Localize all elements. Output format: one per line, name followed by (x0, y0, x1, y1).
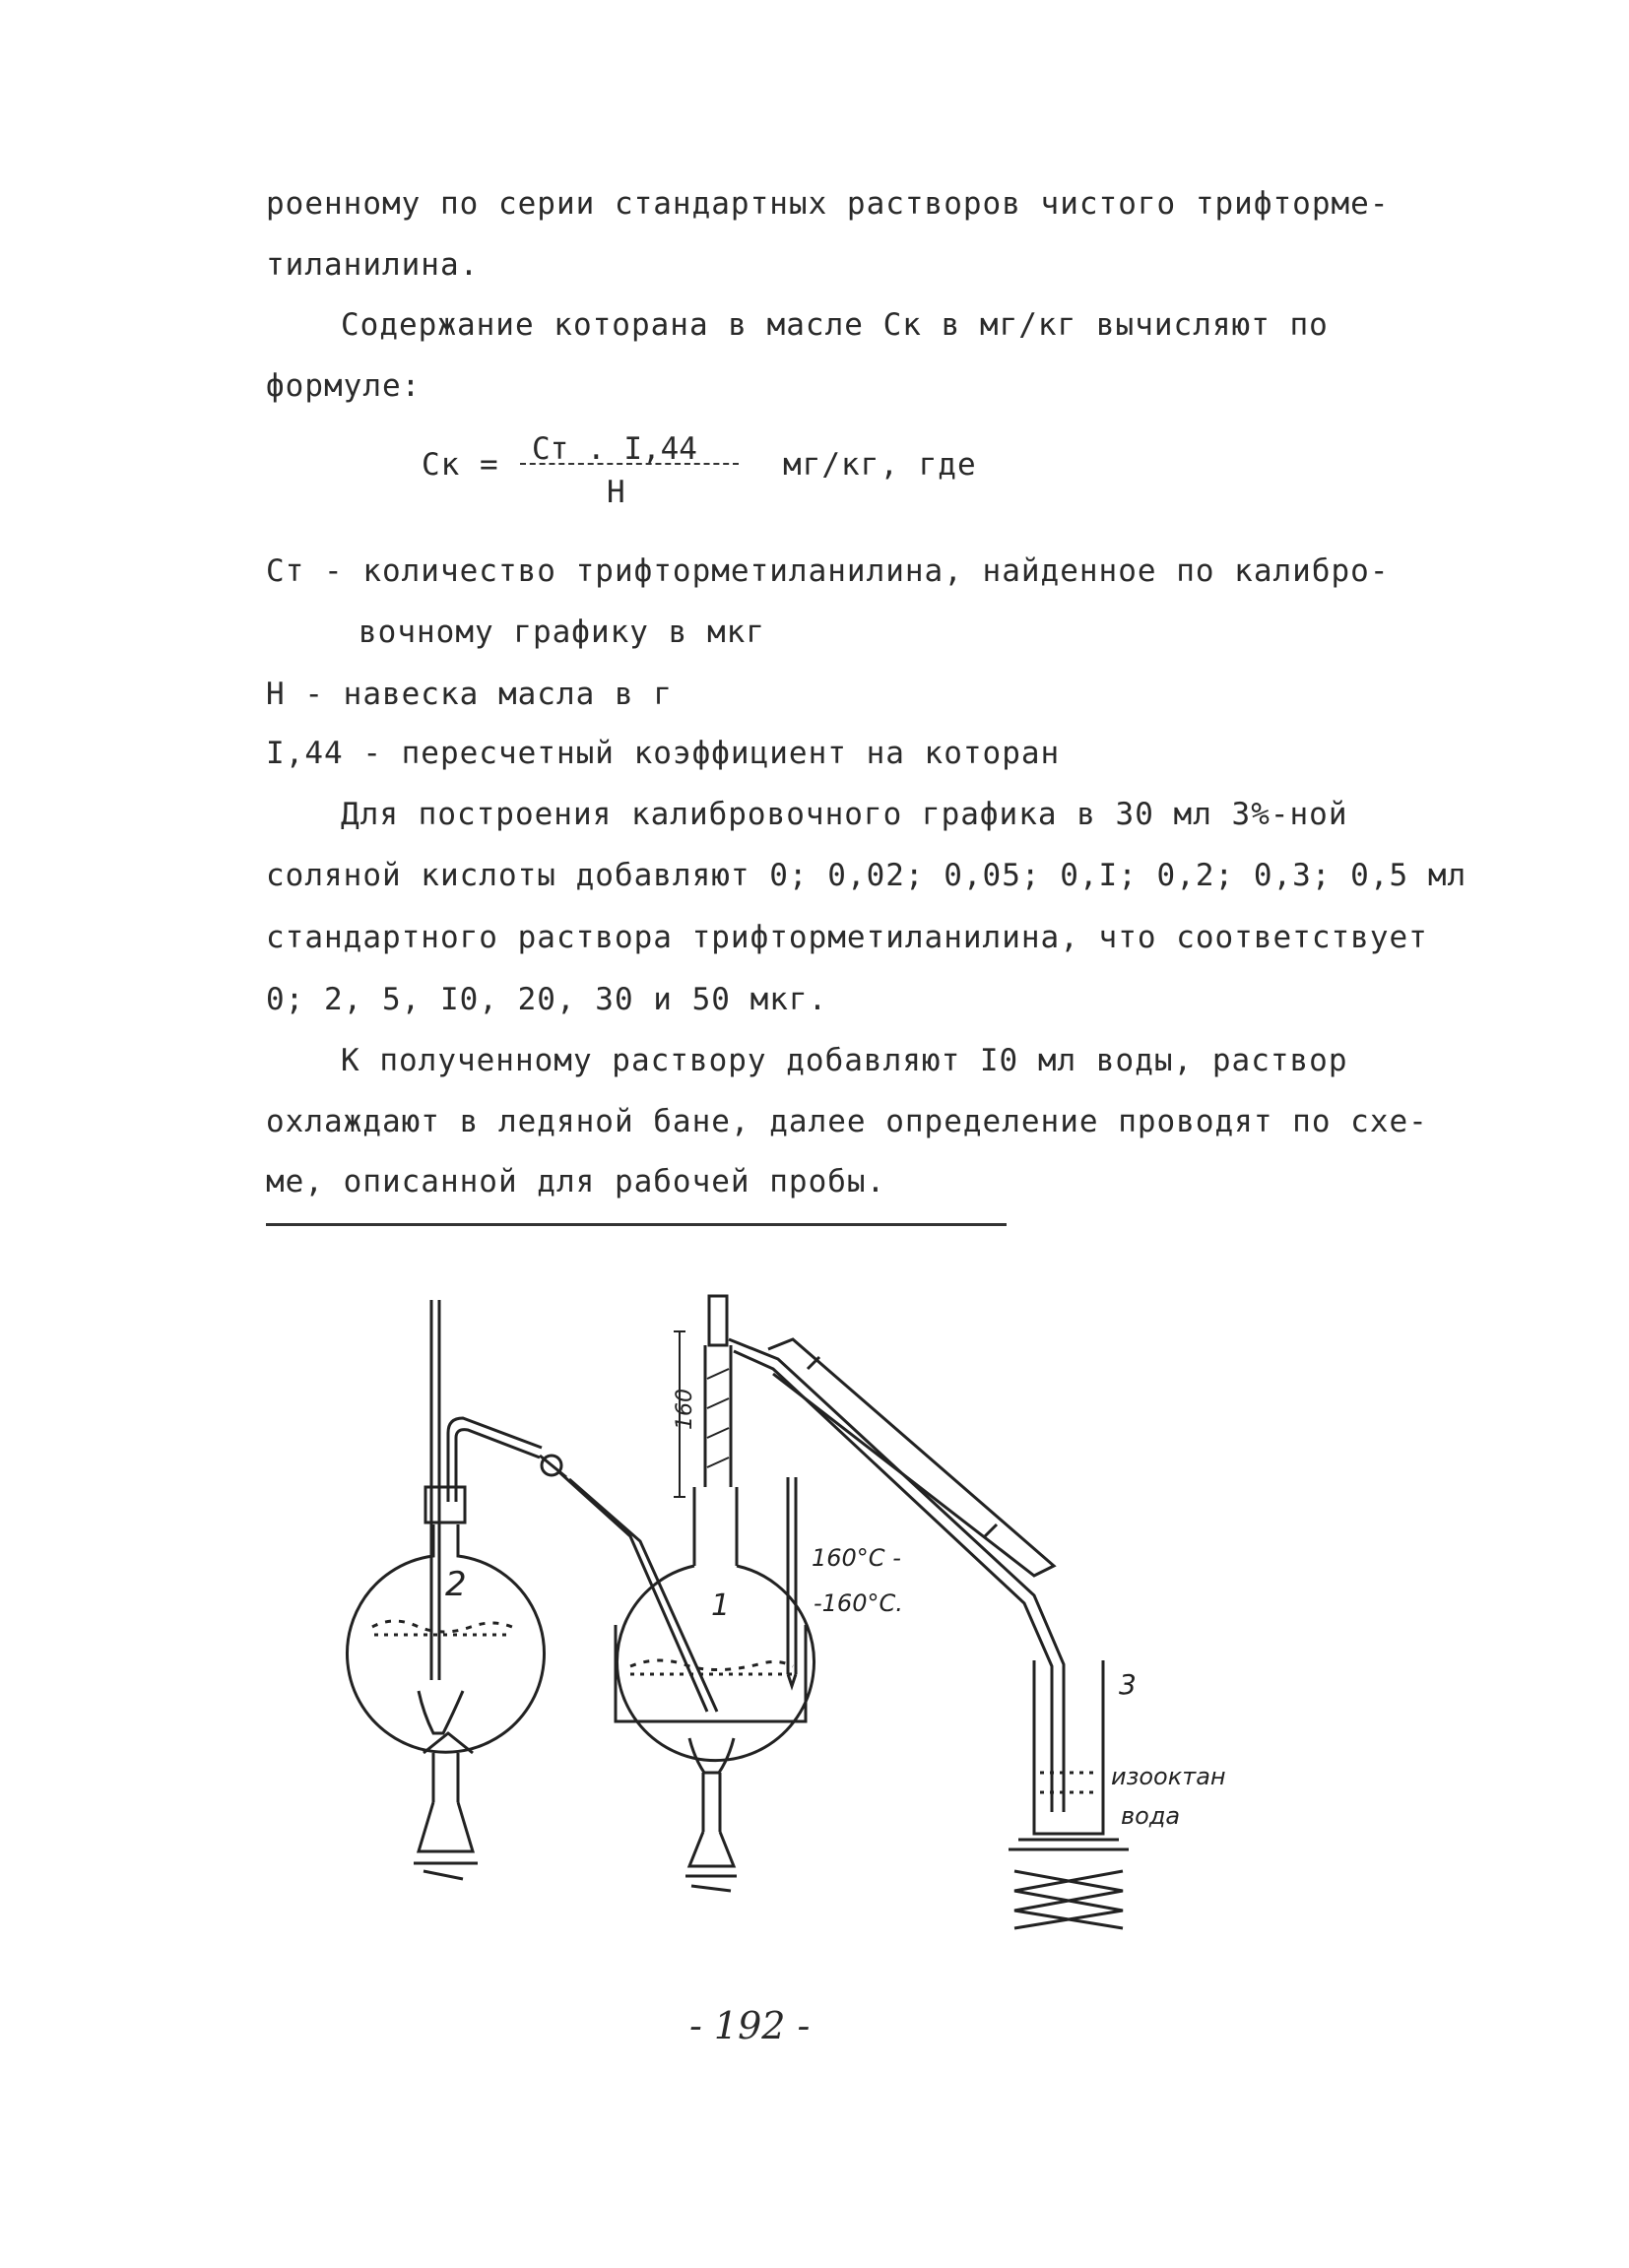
flask-1 (618, 1487, 814, 1891)
condenser (729, 1339, 1064, 1812)
text-line-11: стандартного раствора трифторметиланилина, что соответствует (266, 920, 1428, 955)
text-line-13: К полученному раствору добавляют I0 мл воды, раствор (341, 1043, 1348, 1078)
text-line-3: Содержание которана в масле Ск в мг/кг вычисляют по (341, 307, 1329, 343)
text-line-2: тиланилина. (266, 247, 480, 283)
formula-denominator: Н (607, 475, 625, 510)
thermometer (788, 1477, 796, 1686)
temperature-label-2: -160°C. (814, 1589, 903, 1617)
text-line-4: формуле: (266, 368, 422, 404)
text-line-9: Для построения калибровочного графика в 30 мл 3%-ной (341, 797, 1348, 832)
flask-2-label: 2 (445, 1565, 467, 1604)
text-line-7: Н - навеска масла в г (266, 677, 673, 712)
text-line-1: роенному по серии стандартных растворов чистого трифторме- (266, 186, 1390, 222)
temperature-label-1: 160°C - (812, 1544, 901, 1572)
formula-rhs: мг/кг, где (783, 447, 977, 483)
formula-numerator: Ст . I,44 (532, 431, 697, 467)
water-label: вода (1121, 1802, 1181, 1830)
trap-3-label: 3 (1119, 1668, 1137, 1701)
isooctane-label: изооктан (1111, 1763, 1226, 1790)
text-line-5: Ст - количество трифторметиланилина, найденное по калибро- (266, 553, 1390, 589)
text-line-10: соляной кислоты добавляют 0; 0,02; 0,05; 0,I; 0,2; 0,3; 0,5 мл (266, 858, 1467, 893)
text-line-12: 0; 2, 5, I0, 20, 30 и 50 мкг. (266, 982, 828, 1017)
text-line-6: вочному графику в мкг (358, 615, 765, 650)
formula-lhs: Ск = (422, 447, 499, 483)
text-line-14: охлаждают в ледяной бане, далее определение проводят по схе- (266, 1104, 1428, 1139)
column-dimension-label: 160 (673, 1389, 697, 1430)
page-number: - 192 - (689, 2004, 811, 2047)
text-line-15: ме, описанной для рабочей пробы. (266, 1164, 886, 1199)
trap-3 (1009, 1660, 1129, 1928)
flask-1-label: 1 (711, 1588, 731, 1623)
text-line-8: I,44 - пересчетный коэффициент на которан (266, 736, 1061, 771)
